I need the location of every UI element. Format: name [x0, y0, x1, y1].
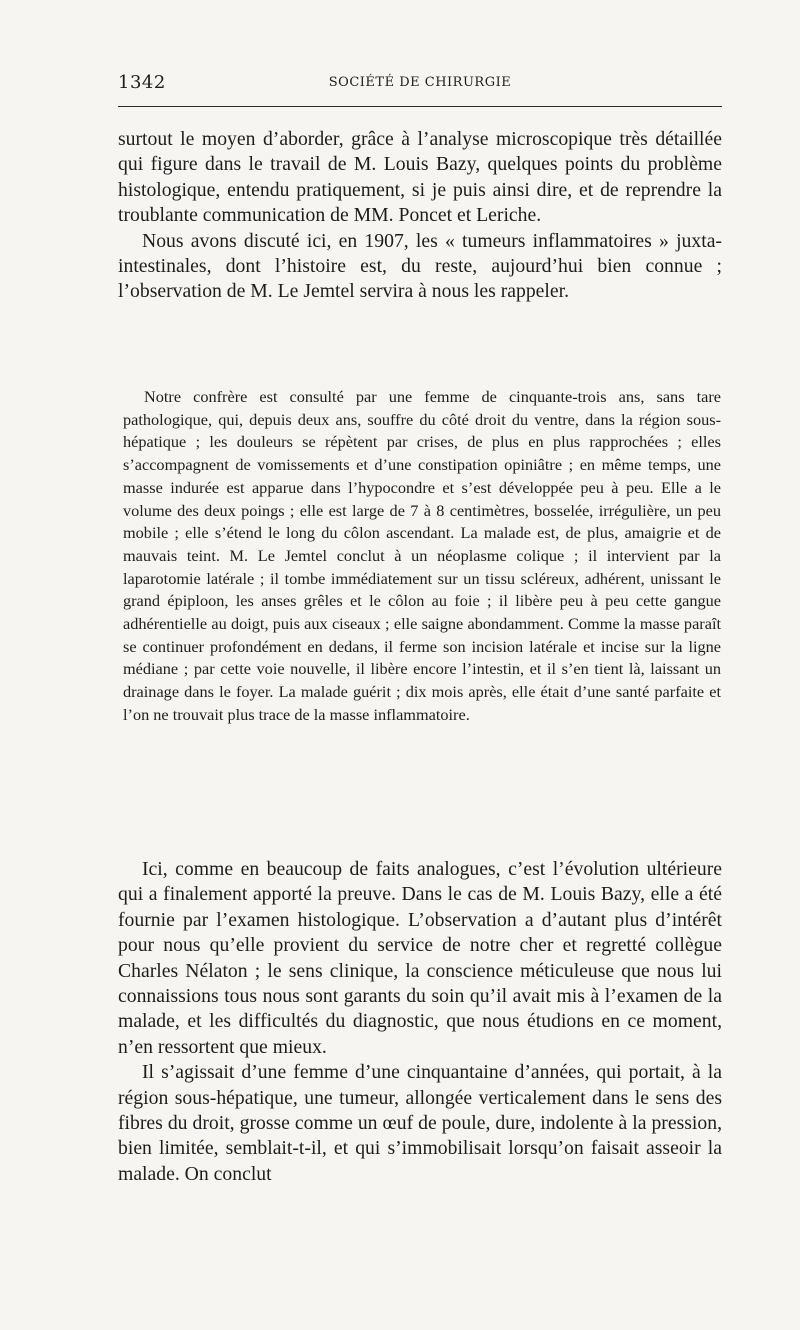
- quote-paragraph: Notre confrère est consulté par une femme de cinquante-trois ans, sans tare pathologique, qui, depuis deux ans, souffre du côté droit du ventre, dans la région sous-hépatique ; les douleurs se répètent par crises, de plus en plus rapprochées ; elles s’accompagnent de vomissements et d’une constipation opiniâtre ; en même temps, une masse indurée est apparue dans l’hypocondre et s’est développée peu à peu. Elle a le volume des deux poings ; elle est large de 7 à 8 centimètres, bosselée, irrégulière, un peu mobile ; elle s’étend le long du côlon ascendant. La malade est, de plus, amaigrie et de mauvais teint. M. Le Jemtel conclut à un néoplasme colique ; il intervient par la laparotomie latérale ; il tombe immédiatement sur un tissu scléreux, adhérent, unissant le grand épiploon, les anses grêles et le côlon au foie ; il libère peu à peu cette gangue adhérentielle au doigt, puis aux ciseaux ; elle saigne abondamment. Comme la masse paraît se continuer profondément en dedans, il ferme son incision latérale et incise sur la ligne médiane ; par cette voie nouvelle, il libère encore l’intestin, et il s’en tient là, laissant un drainage dans le foyer. La malade guérit ; dix mois après, elle était d’une santé parfaite et l’on ne trouvait plus trace de la masse inflammatoire.: [123, 387, 721, 724]
- body-text-top: [118, 127, 722, 305]
- page-number: 1342: [118, 72, 166, 93]
- paragraph: Ici, comme en beaucoup de faits analogues, c’est l’évolution ultérieure qui a finalement apporté la preuve. Dans le cas de M. Louis Bazy, elle a été fournie par l’examen histologique. L’observation a d’autant plus d’intérêt pour nous qu’elle provient du service de notre cher et regretté collègue Charles Nélaton ; le sens clinique, la conscience méticuleuse que nous lui connaissions tous nous sont garants du soin qu’il avait mis à l’examen de la malade, et les difficultés du diagnostic, que nous étudions en ce moment, n’en ressortent que mieux.: [118, 858, 722, 1058]
- paragraph: Il s’agissait d’une femme d’une cinquantaine d’années, qui portait, à la région sous-hépatique, une tumeur, allongée verticalement dans le sens des fibres du droit, grosse comme un œuf de poule, dure, indolente à la pression, bien limitée, semblait-t-il, et qui s’immobilisait lorsqu’on faisait asseoir la malade. On conclut: [118, 1061, 722, 1185]
- paragraph: Nous avons discuté ici, en 1907, les « tumeurs inflammatoires » juxta-intestinales, dont l’histoire est, du reste, aujourd’hui bien connue ; l’observation de M. Le Jemtel servira à nous les rappeler.: [118, 229, 722, 303]
- body-text-bottom: [118, 857, 722, 1187]
- page-header: [118, 72, 722, 96]
- running-title: SOCIÉTÉ DE CHIRURGIE: [328, 75, 512, 90]
- case-observation-quote: [123, 386, 721, 727]
- paragraph: surtout le moyen d’aborder, grâce à l’analyse microscopique très détaillée qui figure dans le travail de M. Louis Bazy, quelques points du problème histologique, entendu pratiquement, si je puis ainsi dire, et de reprendre la troublante communication de MM. Poncet et Leriche.: [118, 128, 722, 227]
- header-rule: [118, 106, 722, 107]
